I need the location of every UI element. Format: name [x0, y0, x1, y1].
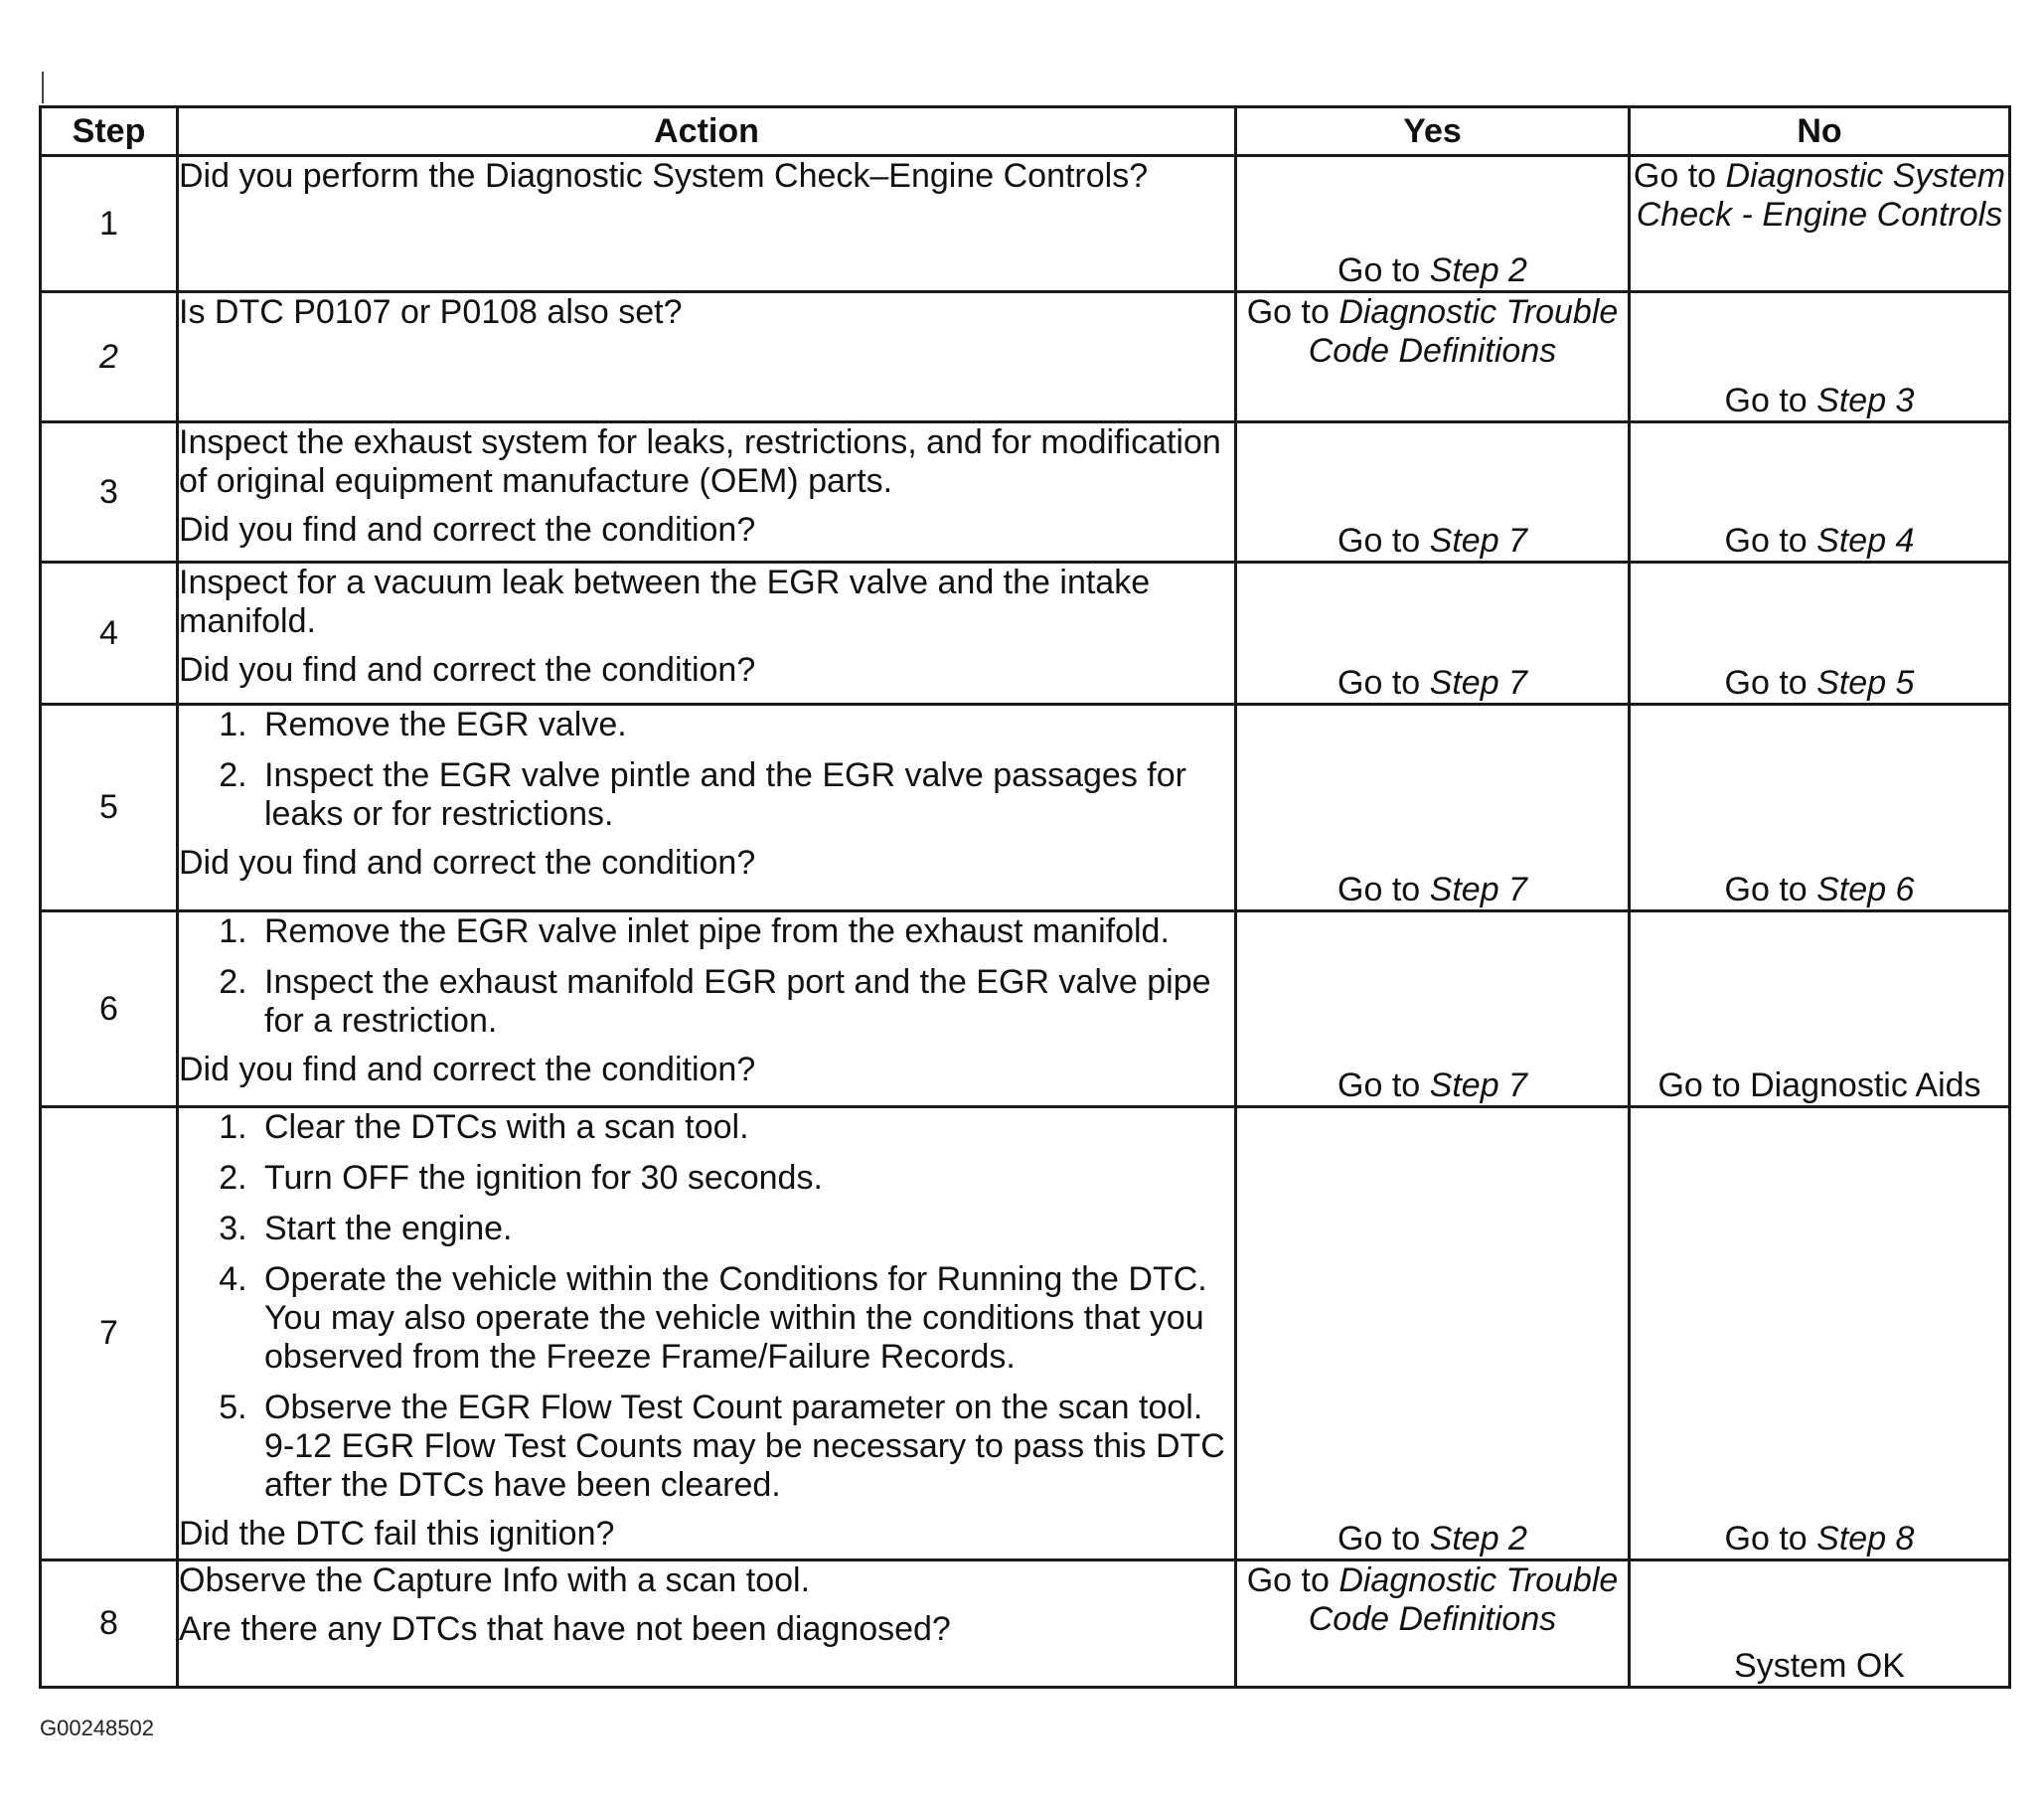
no-prefix: Go to	[1633, 157, 1717, 195]
yes-cell	[1236, 292, 1630, 422]
no-target: Diagnostic System Check - Engine Controls	[1636, 157, 2006, 234]
action-text: Did you perform the Diagnostic System Check–Engine Controls?	[179, 157, 1149, 195]
action-cell	[178, 156, 1236, 292]
yes-prefix: Go to	[1246, 1561, 1330, 1599]
substep: 1. Remove the EGR valve.	[256, 706, 1234, 744]
table-row	[41, 422, 2010, 563]
action-question: Did you find and correct the condition?	[179, 511, 756, 549]
no-target: Step 6	[1816, 871, 1915, 908]
step-number: 4	[41, 563, 178, 705]
substep: 4. Operate the vehicle within the Conditions for Running the DTC. You may also operate the vehicle within the conditions that you observed from the Freeze Frame/Failure Records.	[256, 1260, 1234, 1377]
step-header: Step	[41, 107, 178, 156]
yes-cell	[1236, 705, 1630, 911]
diagnostic-table	[39, 105, 2011, 1689]
step-number: 8	[41, 1560, 178, 1688]
yes-target: Step 7	[1429, 664, 1527, 702]
substep-list	[179, 706, 1234, 834]
action-text: Is DTC P0107 or P0108 also set?	[179, 293, 683, 331]
yes-cell	[1236, 1107, 1630, 1560]
left-edge-mark	[42, 72, 44, 103]
step-number: 1	[41, 156, 178, 292]
substep: 1. Clear the DTCs with a scan tool.	[256, 1108, 1234, 1147]
substep: 5. Observe the EGR Flow Test Count parameter on the scan tool. 9-12 EGR Flow Test Counts may be necessary to pass this DTC after the DTCs have been cleared.	[256, 1389, 1234, 1505]
action-cell	[178, 1107, 1236, 1560]
no-cell	[1630, 911, 2010, 1107]
yes-target: Step 2	[1429, 251, 1527, 289]
yes-target: Diagnostic Trouble Code Definitions	[1308, 293, 1619, 370]
no-prefix: Go to	[1724, 1520, 1808, 1557]
no-cell	[1630, 1560, 2010, 1688]
table-row	[41, 911, 2010, 1107]
yes-target: Diagnostic Trouble Code Definitions	[1308, 1561, 1619, 1638]
no-cell	[1630, 156, 2010, 292]
yes-prefix: Go to	[1337, 664, 1421, 702]
action-cell	[178, 1560, 1236, 1688]
yes-target: Step 7	[1429, 871, 1527, 908]
no-prefix: Go to	[1724, 522, 1808, 560]
action-question: Did you find and correct the condition?	[179, 1051, 756, 1088]
header-row	[41, 107, 2010, 156]
table-row	[41, 1107, 2010, 1560]
yes-cell	[1236, 911, 1630, 1107]
substep: 2. Inspect the exhaust manifold EGR port and the EGR valve pipe for a restriction.	[256, 963, 1234, 1041]
no-prefix: Go to	[1724, 871, 1808, 908]
substep: 2. Turn OFF the ignition for 30 seconds.	[256, 1159, 1234, 1198]
yes-prefix: Go to	[1246, 293, 1330, 331]
action-cell	[178, 422, 1236, 563]
yes-header: Yes	[1236, 107, 1630, 156]
no-target: Step 3	[1816, 382, 1915, 419]
no-cell	[1630, 292, 2010, 422]
yes-cell	[1236, 422, 1630, 563]
action-question: Are there any DTCs that have not been diagnosed?	[179, 1610, 951, 1648]
yes-cell	[1236, 156, 1630, 292]
action-cell	[178, 292, 1236, 422]
substep: 1. Remove the EGR valve inlet pipe from the exhaust manifold.	[256, 912, 1234, 951]
table-row	[41, 292, 2010, 422]
no-header: No	[1630, 107, 2010, 156]
step-number: 5	[41, 705, 178, 911]
table-row	[41, 705, 2010, 911]
step-number: 3	[41, 422, 178, 563]
yes-prefix: Go to	[1337, 1520, 1421, 1557]
action-question: Did you find and correct the condition?	[179, 651, 756, 689]
action-question: Did the DTC fail this ignition?	[179, 1515, 615, 1553]
yes-target: Step 2	[1429, 1520, 1527, 1557]
substep-list	[179, 912, 1234, 1041]
substep: 3. Start the engine.	[256, 1210, 1234, 1248]
no-text: System OK	[1734, 1647, 1905, 1685]
no-text: Go to Diagnostic Aids	[1657, 1066, 1981, 1104]
action-cell	[178, 563, 1236, 705]
action-header: Action	[178, 107, 1236, 156]
action-cell	[178, 705, 1236, 911]
yes-prefix: Go to	[1337, 251, 1421, 289]
yes-target: Step 7	[1429, 522, 1527, 560]
action-cell	[178, 911, 1236, 1107]
action-text: Observe the Capture Info with a scan tool.	[179, 1561, 811, 1599]
action-text: Inspect for a vacuum leak between the EGR valve and the intake manifold.	[179, 564, 1151, 640]
no-prefix: Go to	[1724, 664, 1808, 702]
table-row	[41, 1560, 2010, 1688]
no-cell	[1630, 422, 2010, 563]
substep: 2. Inspect the EGR valve pintle and the EGR valve passages for leaks or for restrictions.	[256, 756, 1234, 834]
step-number: 6	[41, 911, 178, 1107]
yes-prefix: Go to	[1337, 871, 1421, 908]
yes-prefix: Go to	[1337, 522, 1421, 560]
yes-cell	[1236, 1560, 1630, 1688]
figure-id: G00248502	[40, 1716, 154, 1740]
yes-target: Step 7	[1429, 1066, 1527, 1104]
step-number: 2	[41, 292, 178, 422]
table-row	[41, 156, 2010, 292]
no-prefix: Go to	[1724, 382, 1808, 419]
no-cell	[1630, 705, 2010, 911]
no-target: Step 5	[1816, 664, 1915, 702]
no-target: Step 4	[1816, 522, 1915, 560]
no-target: Step 8	[1816, 1520, 1915, 1557]
substep-list	[179, 1108, 1234, 1505]
no-cell	[1630, 563, 2010, 705]
yes-prefix: Go to	[1337, 1066, 1421, 1104]
action-question: Did you find and correct the condition?	[179, 844, 756, 882]
step-number: 7	[41, 1107, 178, 1560]
action-text: Inspect the exhaust system for leaks, restrictions, and for modification of original equipment manufacture (OEM) parts.	[179, 423, 1221, 500]
yes-cell	[1236, 563, 1630, 705]
table-row	[41, 563, 2010, 705]
no-cell	[1630, 1107, 2010, 1560]
